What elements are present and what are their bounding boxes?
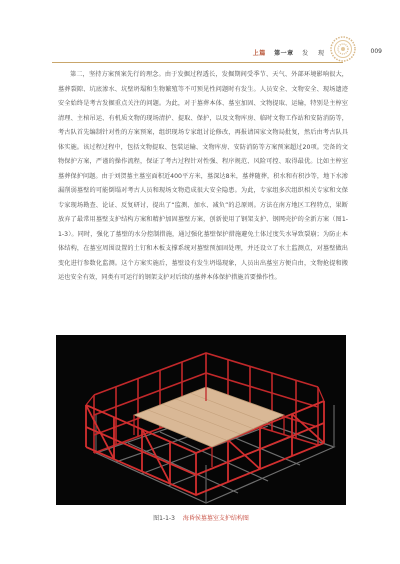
page-number: 009 bbox=[370, 48, 382, 55]
figure-caption bbox=[56, 513, 346, 522]
seal-ornament-icon bbox=[330, 36, 356, 62]
body-paragraph: 第二，坚持方案预案先行的理念。由于发掘过程透长，发掘期间受季节、天气、外部环境影响很大，墓葬裂隙、坑底渗水、坑壁坍塌和生物繁殖等不可预见性问题时有发生。人员安全、文物安全、现场遗迹安全始终是考古发掘重点关注的问题。为此，对于墓葬本体、墓室加固、文物提取、运输，特别是主椁室清理、主棺吊运、有机质文物的现场清护、提取、保护，以及文物库房、临时文物工作站和安防消防等，考古队首先编制针对性的方案预案，组织现场专家组讨论修改，再报请国家文物局批复，然后由考古队具体实施。该过程过程中，包括文物提取、包装运输、文物库房、安防消防等方案预案超过20项。完备的文物保护方案，严谨的操作流程，保证了考古过程针对性强、程序规范、风险可控、取得最优。比如主椁室墓葬保护问题。由于刘贺墓主墓室面积近400平方米，墓深达8米，墓葬随葬，积水和有积沙等，地下水渗漏削弱墓壁的可能倒塌对考古人员和现场文物造成很大安全隐患。为此，专家组多次组织相关专家和文保专家现场勘查、论证、反复研讨，提出了“监测、加水、减负”的总原则。方法在南方地区工程特点，果断放弃了最常用墓壁支护结构方案和精护加固墓壁方案，创新使用了钢架支护、钢网壳护的全新方案（图1-1-3）。同时，强化了墓壁的水分控制措施，通过强化墓壁保护措施避免土体过度失水导致裂崩；为防止本体结构，在墓室周围设置的土钉和木板支撑系统对墓壁预加固处理，并还设立了水土监测点，对墓壁做出变化进行参数化监测。这个方案实施后，墓壁设有发生坍塌现象，人员出出墓室方便自由，文物抢提和搬运也安全有效，同类有可运行的钢架支护对后续的墓葬本体保护措施首要操作性。 bbox=[58, 71, 348, 281]
caption-text: 海昏侯墓墓室支护结构图 bbox=[182, 515, 249, 522]
running-header bbox=[52, 34, 382, 68]
header-section: 发 现 bbox=[302, 50, 328, 57]
support-structure-illustration bbox=[56, 335, 346, 505]
header-chapter: 第一章 bbox=[274, 50, 294, 57]
header-part: 上篇 bbox=[252, 50, 266, 57]
figure-support-structure bbox=[56, 335, 346, 505]
caption-number: 图1-1-3 bbox=[153, 515, 175, 522]
header-rule bbox=[52, 62, 343, 63]
header-title bbox=[253, 48, 328, 57]
